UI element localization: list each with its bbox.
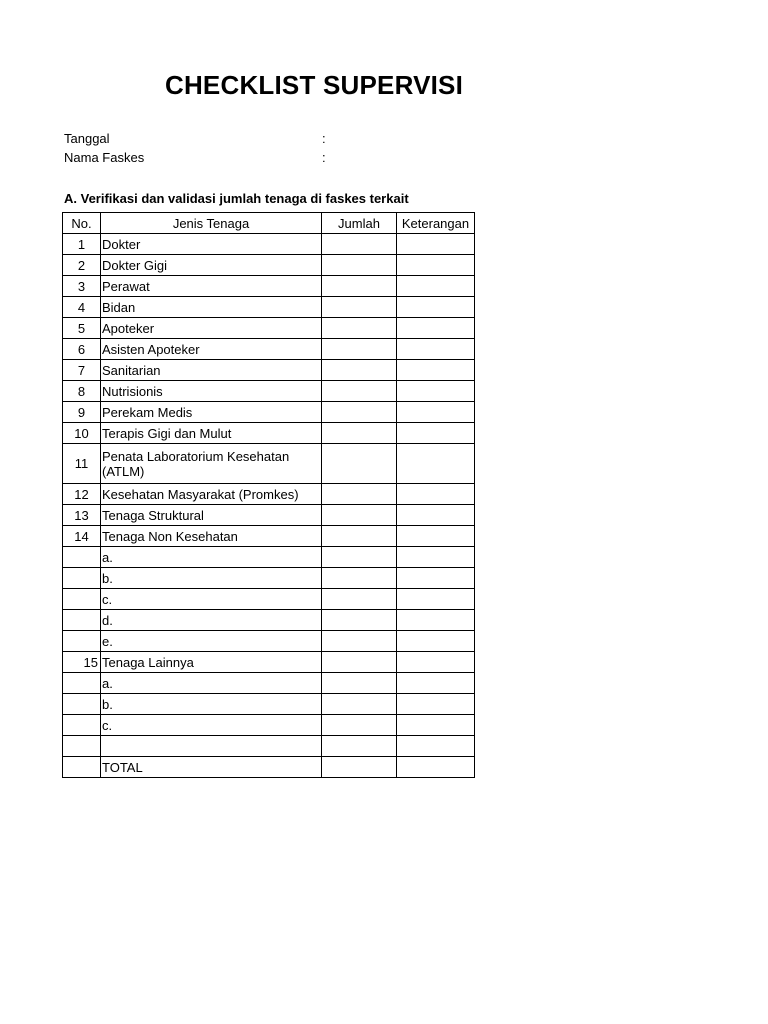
header-no: No. xyxy=(63,213,101,234)
row-keterangan-cell xyxy=(397,568,475,589)
row-no: 12 xyxy=(63,484,101,505)
row-jenis-tenaga: b. xyxy=(101,568,322,589)
row-keterangan-cell xyxy=(397,736,475,757)
row-jenis-tenaga: Nutrisionis xyxy=(101,381,322,402)
row-jenis-tenaga: Perekam Medis xyxy=(101,402,322,423)
row-no xyxy=(63,673,101,694)
table-row xyxy=(63,757,475,778)
table-row xyxy=(63,610,475,631)
row-keterangan-cell xyxy=(397,360,475,381)
row-jumlah-cell xyxy=(322,255,397,276)
row-jenis-tenaga: Kesehatan Masyarakat (Promkes) xyxy=(101,484,322,505)
table-row xyxy=(63,234,475,255)
row-jenis-tenaga: Perawat xyxy=(101,276,322,297)
row-jenis-tenaga xyxy=(101,736,322,757)
row-keterangan-cell xyxy=(397,694,475,715)
row-jumlah-cell xyxy=(322,297,397,318)
table-row xyxy=(63,505,475,526)
row-jumlah-cell xyxy=(322,276,397,297)
row-no: 15 xyxy=(63,652,101,673)
row-no: 7 xyxy=(63,360,101,381)
table-row xyxy=(63,255,475,276)
row-keterangan-cell xyxy=(397,589,475,610)
row-jenis-tenaga: Sanitarian xyxy=(101,360,322,381)
row-no: 5 xyxy=(63,318,101,339)
row-jenis-tenaga: c. xyxy=(101,589,322,610)
table-row xyxy=(63,652,475,673)
table-row xyxy=(63,423,475,444)
row-keterangan-cell xyxy=(397,673,475,694)
row-jumlah-cell xyxy=(322,360,397,381)
row-keterangan-cell xyxy=(397,526,475,547)
row-jumlah-cell xyxy=(322,505,397,526)
row-jumlah-cell xyxy=(322,318,397,339)
row-no: 8 xyxy=(63,381,101,402)
row-no: 13 xyxy=(63,505,101,526)
staff-table xyxy=(62,212,475,778)
row-jenis-tenaga: a. xyxy=(101,547,322,568)
row-keterangan-cell xyxy=(397,381,475,402)
table-header-row xyxy=(63,213,475,234)
row-jenis-tenaga: Dokter xyxy=(101,234,322,255)
table-row xyxy=(63,526,475,547)
meta-colon: : xyxy=(322,150,326,165)
row-no: 11 xyxy=(63,444,101,484)
row-jumlah-cell xyxy=(322,568,397,589)
row-jumlah-cell xyxy=(322,652,397,673)
meta-row-nama-faskes xyxy=(64,150,326,165)
row-jumlah-cell xyxy=(322,631,397,652)
row-keterangan-cell xyxy=(397,610,475,631)
row-jenis-tenaga: Terapis Gigi dan Mulut xyxy=(101,423,322,444)
header-keterangan: Keterangan xyxy=(397,213,475,234)
row-jenis-tenaga: Bidan xyxy=(101,297,322,318)
table-row xyxy=(63,694,475,715)
row-jenis-tenaga: Apoteker xyxy=(101,318,322,339)
header-jenis-tenaga: Jenis Tenaga xyxy=(101,213,322,234)
row-keterangan-cell xyxy=(397,757,475,778)
row-no: 9 xyxy=(63,402,101,423)
row-jenis-tenaga: Dokter Gigi xyxy=(101,255,322,276)
meta-colon: : xyxy=(322,131,326,146)
row-jumlah-cell xyxy=(322,715,397,736)
row-jenis-tenaga: Asisten Apoteker xyxy=(101,339,322,360)
row-jenis-tenaga: Tenaga Struktural xyxy=(101,505,322,526)
header-jumlah: Jumlah xyxy=(322,213,397,234)
table-row xyxy=(63,484,475,505)
row-jumlah-cell xyxy=(322,694,397,715)
table-row xyxy=(63,297,475,318)
row-jumlah-cell xyxy=(322,526,397,547)
section-a-title: A. Verifikasi dan validasi jumlah tenaga di faskes terkait xyxy=(64,191,409,206)
row-jenis-tenaga: e. xyxy=(101,631,322,652)
meta-label-tanggal: Tanggal xyxy=(64,131,110,146)
row-jumlah-cell xyxy=(322,402,397,423)
table-row xyxy=(63,339,475,360)
row-keterangan-cell xyxy=(397,423,475,444)
row-keterangan-cell xyxy=(397,652,475,673)
row-jenis-tenaga: Tenaga Lainnya xyxy=(101,652,322,673)
row-no xyxy=(63,757,101,778)
table-row xyxy=(63,715,475,736)
row-no xyxy=(63,610,101,631)
row-no xyxy=(63,568,101,589)
table-row xyxy=(63,402,475,423)
row-jenis-tenaga: Penata Laboratorium Kesehatan (ATLM) xyxy=(101,444,322,484)
meta-row-tanggal xyxy=(64,131,326,146)
row-jumlah-cell xyxy=(322,736,397,757)
row-jumlah-cell xyxy=(322,673,397,694)
table-row xyxy=(63,318,475,339)
row-no: 6 xyxy=(63,339,101,360)
page-title: CHECKLIST SUPERVISI xyxy=(164,70,464,100)
table-row xyxy=(63,673,475,694)
row-keterangan-cell xyxy=(397,234,475,255)
row-no xyxy=(63,694,101,715)
table-row xyxy=(63,276,475,297)
row-keterangan-cell xyxy=(397,402,475,423)
row-keterangan-cell xyxy=(397,339,475,360)
row-no xyxy=(63,631,101,652)
row-jumlah-cell xyxy=(322,484,397,505)
row-keterangan-cell xyxy=(397,255,475,276)
row-jenis-tenaga: c. xyxy=(101,715,322,736)
table-row xyxy=(63,589,475,610)
table-row xyxy=(63,568,475,589)
row-keterangan-cell xyxy=(397,444,475,484)
row-no: 3 xyxy=(63,276,101,297)
row-jumlah-cell xyxy=(322,589,397,610)
row-no: 10 xyxy=(63,423,101,444)
row-jumlah-cell xyxy=(322,610,397,631)
table-row xyxy=(63,736,475,757)
row-no xyxy=(63,589,101,610)
row-no: 2 xyxy=(63,255,101,276)
row-jenis-tenaga: a. xyxy=(101,673,322,694)
row-jenis-tenaga: b. xyxy=(101,694,322,715)
row-jenis-tenaga: d. xyxy=(101,610,322,631)
row-jumlah-cell xyxy=(322,757,397,778)
row-no xyxy=(63,715,101,736)
row-jumlah-cell xyxy=(322,339,397,360)
row-jumlah-cell xyxy=(322,423,397,444)
row-no xyxy=(63,736,101,757)
table-row xyxy=(63,381,475,402)
row-keterangan-cell xyxy=(397,318,475,339)
row-jumlah-cell xyxy=(322,444,397,484)
row-keterangan-cell xyxy=(397,484,475,505)
row-keterangan-cell xyxy=(397,631,475,652)
row-jumlah-cell xyxy=(322,381,397,402)
meta-label-nama-faskes: Nama Faskes xyxy=(64,150,145,165)
row-no: 4 xyxy=(63,297,101,318)
table-row xyxy=(63,444,475,484)
row-jumlah-cell xyxy=(322,234,397,255)
row-no: 1 xyxy=(63,234,101,255)
row-keterangan-cell xyxy=(397,276,475,297)
table-row xyxy=(63,631,475,652)
row-no xyxy=(63,547,101,568)
row-keterangan-cell xyxy=(397,715,475,736)
row-keterangan-cell xyxy=(397,505,475,526)
table-row xyxy=(63,547,475,568)
row-jumlah-cell xyxy=(322,547,397,568)
row-no: 14 xyxy=(63,526,101,547)
row-keterangan-cell xyxy=(397,297,475,318)
row-jenis-tenaga: TOTAL xyxy=(101,757,322,778)
row-jenis-tenaga: Tenaga Non Kesehatan xyxy=(101,526,322,547)
row-keterangan-cell xyxy=(397,547,475,568)
table-row xyxy=(63,360,475,381)
